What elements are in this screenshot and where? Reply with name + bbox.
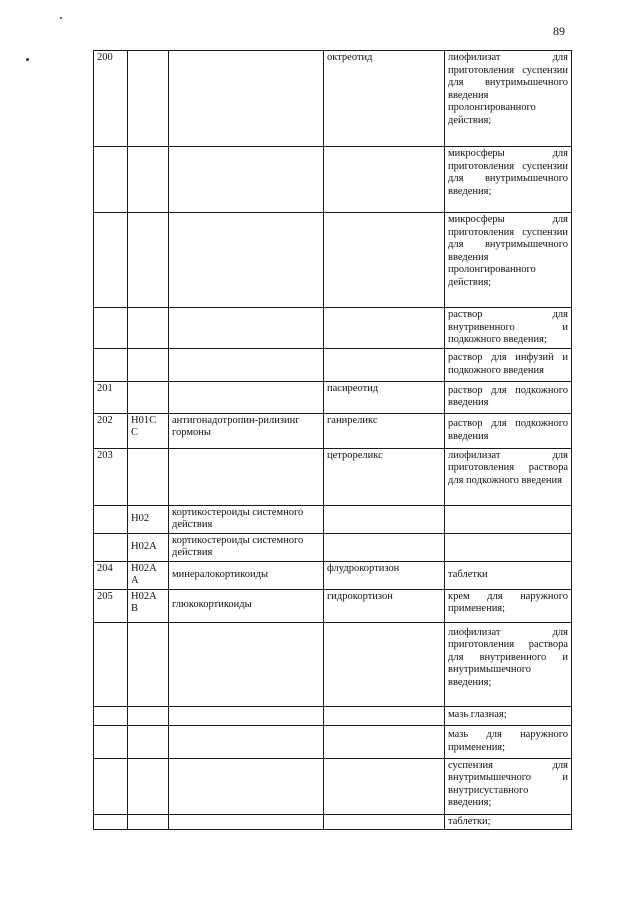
row-number: 200: [94, 51, 128, 147]
table-row: [94, 589, 572, 622]
table-row: [94, 725, 572, 758]
atc-group: [169, 308, 324, 349]
drug-name: ганиреликс: [324, 413, 445, 448]
row-number: [94, 814, 128, 830]
table-row: [94, 213, 572, 308]
atc-code: [128, 814, 169, 830]
drug-name: [324, 308, 445, 349]
table-row: [94, 505, 572, 533]
table-row: [94, 561, 572, 589]
drug-name: [324, 147, 445, 213]
drug-name: пасиреотид: [324, 381, 445, 413]
atc-group: кортикостероиды системного действия: [169, 505, 324, 533]
table-row: [94, 758, 572, 814]
atc-group: [169, 814, 324, 830]
atc-code: [128, 622, 169, 706]
table-row: [94, 348, 572, 381]
dosage-form: мазь для наружного применения;: [445, 725, 572, 758]
dosage-form: лиофилизат для приготовления суспензии для внутримышечного введения пролонгированного действия;: [445, 51, 572, 147]
dosage-form: раствор для подкожного введения: [445, 413, 572, 448]
atc-group: [169, 51, 324, 147]
drug-name: октреотид: [324, 51, 445, 147]
atc-code: [128, 448, 169, 505]
row-number: 204: [94, 561, 128, 589]
atc-group: [169, 725, 324, 758]
dosage-form: [445, 505, 572, 533]
page-number: 89: [553, 24, 565, 38]
drug-name: [324, 758, 445, 814]
dosage-form: раствор для подкожного введения: [445, 381, 572, 413]
drug-name: [324, 213, 445, 308]
table-row: [94, 533, 572, 561]
table-row: [94, 814, 572, 830]
table-row: [94, 147, 572, 213]
atc-group: [169, 706, 324, 725]
drug-name: [324, 706, 445, 725]
drug-name: гидрокортизон: [324, 589, 445, 622]
drug-name: [324, 814, 445, 830]
dosage-form: микросферы для приготовления суспензии для внутримышечного введения;: [445, 147, 572, 213]
drug-name: [324, 533, 445, 561]
dosage-form: лиофилизат для приготовления раствора для внутривенного и внутримышечного введения;: [445, 622, 572, 706]
drug-name: [324, 348, 445, 381]
table-row: [94, 413, 572, 448]
row-number: [94, 147, 128, 213]
table-row: [94, 622, 572, 706]
dosage-form: мазь глазная;: [445, 706, 572, 725]
row-number: [94, 533, 128, 561]
atc-group: [169, 381, 324, 413]
atc-code: H02A: [128, 533, 169, 561]
atc-code: H02: [128, 505, 169, 533]
atc-group: глюкокортикоиды: [169, 589, 324, 622]
atc-code: [128, 308, 169, 349]
drug-name: [324, 725, 445, 758]
row-number: [94, 213, 128, 308]
row-number: 201: [94, 381, 128, 413]
dosage-form: раствор для внутривенного и подкожного введения;: [445, 308, 572, 349]
atc-code: [128, 706, 169, 725]
atc-code: [128, 348, 169, 381]
atc-group: кортикостероиды системного действия: [169, 533, 324, 561]
atc-code: [128, 51, 169, 147]
table-row: [94, 706, 572, 725]
table-row: [94, 448, 572, 505]
table-row: [94, 51, 572, 147]
row-number: [94, 505, 128, 533]
dosage-form: раствор для инфузий и подкожного введения: [445, 348, 572, 381]
atc-group: минералокортикоиды: [169, 561, 324, 589]
row-number: 203: [94, 448, 128, 505]
scan-speck: [26, 58, 29, 61]
row-number: [94, 725, 128, 758]
atc-group: [169, 348, 324, 381]
row-number: [94, 706, 128, 725]
drug-name: [324, 622, 445, 706]
row-number: [94, 308, 128, 349]
dosage-form: крем для наружного применения;: [445, 589, 572, 622]
atc-group: [169, 448, 324, 505]
drug-table: [93, 50, 572, 830]
row-number: [94, 622, 128, 706]
row-number: [94, 758, 128, 814]
atc-group: антигонадотропин-рилизинг гормоны: [169, 413, 324, 448]
dosage-form: суспензия для внутримышечного и внутрисуставного введения;: [445, 758, 572, 814]
atc-code: [128, 213, 169, 308]
atc-code: H02A B: [128, 589, 169, 622]
dosage-form: [445, 533, 572, 561]
scan-speck: [60, 17, 62, 19]
atc-group: [169, 147, 324, 213]
atc-group: [169, 622, 324, 706]
table-row: [94, 308, 572, 349]
dosage-form: таблетки;: [445, 814, 572, 830]
atc-code: [128, 381, 169, 413]
atc-group: [169, 213, 324, 308]
atc-code: H01C C: [128, 413, 169, 448]
drug-name: цетрореликс: [324, 448, 445, 505]
row-number: 202: [94, 413, 128, 448]
drug-name: флудрокортизон: [324, 561, 445, 589]
row-number: 205: [94, 589, 128, 622]
table-row: [94, 381, 572, 413]
dosage-form: лиофилизат для приготовления раствора для подкожного введения: [445, 448, 572, 505]
atc-code: [128, 758, 169, 814]
atc-code: H02A A: [128, 561, 169, 589]
dosage-form: микросферы для приготовления суспензии для внутримышечного введения пролонгированного действия;: [445, 213, 572, 308]
atc-group: [169, 758, 324, 814]
dosage-form: таблетки: [445, 561, 572, 589]
drug-name: [324, 505, 445, 533]
row-number: [94, 348, 128, 381]
atc-code: [128, 147, 169, 213]
atc-code: [128, 725, 169, 758]
